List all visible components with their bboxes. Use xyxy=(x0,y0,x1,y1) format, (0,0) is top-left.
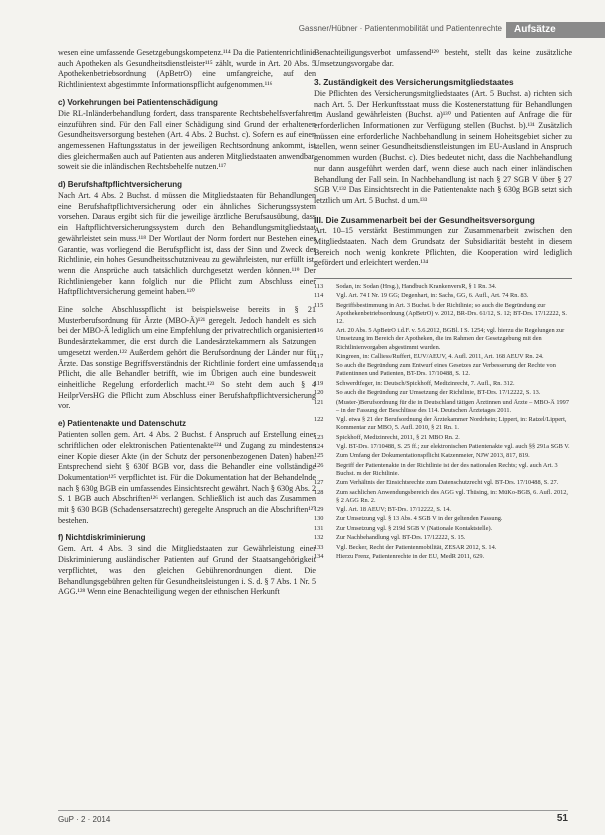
footnote-text: Hierzu Frenz, Patientenrechte in der EU, MedR 2011, 629. xyxy=(336,553,485,560)
footnote-number: 117 xyxy=(314,352,324,360)
page-footer xyxy=(58,810,568,825)
footnote xyxy=(314,544,572,552)
footnote-number: 134 xyxy=(314,553,324,560)
footnote xyxy=(314,283,572,291)
footnote-number: 119 xyxy=(314,379,324,387)
footnote xyxy=(314,353,572,361)
footnote-number: 114 xyxy=(314,292,324,300)
footnote-text: Begriffsbestimmung in Art. 3 Buchst. b der Richtlinie; so auch die Begründung zur Apothekenbetriebsordnung (ApBetrO) v. 2012, BR-Drs. 61/12, S. 12; BT-Drs. 17/12222, S. 12. xyxy=(336,301,567,325)
footnote-number: 124 xyxy=(314,442,324,450)
footnote-number: 123 xyxy=(314,433,324,441)
paragraph: Art. 10–15 verstärkt Bestimmungen zur Zusammenarbeit zwischen den Mitgliedstaaten. Nach dem Grundsatz der Subsidiarität besteht in diesem Bereich noch wenig konkrete Pflichten, die Kooperation wird lediglich gefördert und erleichtert werden.¹³⁴ xyxy=(314,226,572,268)
footnote-text: Zur Nachbehandlung vgl. BT-Drs. 17/12222, S. 15. xyxy=(336,534,466,542)
paragraph: Nach Art. 4 Abs. 2 Buchst. d müssen die Mitgliedstaaten für Behandlungen eine Berufshaftpflichtversicherung oder ein ähnliches Sicherungssystem vorsehen. Daraus ergibt sich für die jeweilige ärztliche Berufsausübung, dass ein Haftpflichtversicherungssystem durch den Behandlungsmitgliedstaat gewährleistet sein muss.¹¹⁸ Der Wortlaut der Norm fordert nur Bestehen einer Garantie, was vorliegend die Berufspflicht ist, dass der Sinn und Zweck der Richtlinie, ein hohes Gesundheitsschutzniveau zu gewährleisten, nur erfüllt ist, wenn die Ansprüche auch tatsächlich durchgesetzt werden können.¹¹⁹ Der Richtliniengeber kann folglich nur die Pflicht zum Abschluss einer Haftpflichtversicherung gemeint haben.¹²⁰ xyxy=(58,191,316,297)
footnote-number: 116 xyxy=(314,327,324,335)
footnote-text: Vgl. Becker, Recht der Patientenmobilität, ZESAR 2012, S. 14. xyxy=(336,543,497,551)
footnote xyxy=(314,515,572,523)
page-header xyxy=(0,22,605,40)
footnotes xyxy=(314,283,572,561)
paragraph: Die RL-Inländerbehandlung fordert, dass transparente Rechtsbehelfsverfahren einzuführen sind. Für den Fall einer Schädigung sind Grund der erhaltenen Gesundheitsversorgung bestehen (Art. 4 Abs. 2 Buchst. c). Sofern es auf einen angemessenen Haftungsstatus in der jeweiligen Rechtsordnung ankommt, ist dies gleichermaßen auch auf Patienten aus anderen Mitgliedstaaten anwendbar, soweit sie die inländischen Rechtsbehelfe nutzen.¹¹⁷ xyxy=(58,108,316,172)
footnote-text: Vgl. Art. 18 AEUV; BT-Drs. 17/12222, S. 14. xyxy=(336,506,451,514)
footnote-number: 118 xyxy=(314,362,324,370)
footnote-number: 122 xyxy=(314,416,324,424)
paragraph: wesen eine umfassende Gesetzgebungskompetenz.¹¹⁴ Da die Patientenrichtlinie auch Apotheken als Gesundheitsdienstleister¹¹⁵ zählt, wurde in Art. 20 Abs. 5 Apothekenbetriebsordnung (ApBetrO) eine umfangreiche, auf den Richtlinientext abgestimmte Informationspflicht aufgenommen.¹¹⁶ xyxy=(58,48,316,90)
footnote-text: Schwerdtfeger, in: Deutsch/Spickhoff, Medizinrecht, 7. Aufl., Rn. 312. xyxy=(336,379,515,387)
footnote-number: 125 xyxy=(314,452,324,460)
page-number: 51 xyxy=(556,813,568,824)
footnote xyxy=(314,534,572,542)
paragraph: Benachteiligungsverbot umfassend¹²⁹ besteht, stellt das keine zusätzliche Umsetzungsvorgabe dar. xyxy=(314,48,572,68)
footnote-text: (Muster-)Berufsordnung für die in Deutschland tätigen Ärztinnen und Ärzte – MBO-Ä 1997 – in der Fassung der Beschlüsse des 114. Deutschen Ärztetages 2011. xyxy=(336,398,569,414)
footnote xyxy=(314,462,572,478)
footnote-divider xyxy=(314,278,572,279)
footnote xyxy=(314,434,572,442)
footnote-text: Begriff der Patientenakte in der Richtlinie ist der des nationalen Rechts; vgl. auch Art. 3 Buchst. m der Richtlinie. xyxy=(336,461,558,477)
section-heading: f) Nichtdiskriminierung xyxy=(58,533,146,543)
footnote-number: 130 xyxy=(314,515,324,523)
footnote xyxy=(314,416,572,432)
left-column xyxy=(58,48,316,605)
footnote xyxy=(314,327,572,351)
footnote-text: Vgl. etwa § 21 der Berufsordnung der Ärztekammer Nordrhein; Lippert, in: Ratzel/Lippert, Kommentar zur MBO, 5. Aufl. 2010, § 21 Rn. 1. xyxy=(336,416,567,432)
footnote-number: 120 xyxy=(314,389,324,397)
section-tab: Aufsätze xyxy=(506,22,605,38)
footnote-text: Zur Umsetzung vgl. § 219d SGB V (Nationale Kontaktstelle). xyxy=(336,524,493,532)
section-heading: III. Die Zusammenarbeit bei der Gesundheitsversorgung xyxy=(314,214,535,225)
footnote-number: 128 xyxy=(314,488,324,496)
footnote xyxy=(314,292,572,300)
footnote xyxy=(314,452,572,460)
footnote-number: 129 xyxy=(314,506,324,514)
footnote xyxy=(314,489,572,505)
paragraph: Patienten sollen gem. Art. 4 Abs. 2 Buchst. f Anspruch auf Erstellung einer schriftlichen oder elektronischen Patientenakte¹²⁴ und Zugang zu mindestens einer Kopie dieser Akte (in der Schutz der personenbezogenen Daten) haben. Entsprechend sieht § 630f BGB vor, dass die Behandler eine vollständige Dokumentation¹²⁵ verpflichtet ist. Für die Dokumentation hat der Behandelnde nach § 630g BGB ein umfassendes Einsichtsrecht gewährt. Nach § 630g Abs. 2 S. 1 BGB auch Abschriften¹²⁶ verlangen. Schließlich ist auch das Zusammen mit § 630 BGB (Schadensersatzrecht) geregelte Anspruch an die Abschriften¹²⁷ bestehen. xyxy=(58,430,316,525)
paragraph: Gem. Art. 4 Abs. 3 sind die Mitgliedstaaten zur Gewährleistung einer Diskriminierung ausländischer Patienten auf Grund der Staatsangehörigkeit verpflichtet, was den gleichen Gebührenordnungen dient. Die Behandlungsgebühren gelten für Gesundheitsleistungen i. S. d. § 7 Abs. 1 Nr. 5 AGG.¹²⁸ Wenn eine Benachteiligung wegen der ethnischen Herkunft xyxy=(58,544,316,597)
footnote-number: 121 xyxy=(314,398,324,406)
footnote-number: 115 xyxy=(314,301,324,309)
footnote-text: So auch die Begründung zur Umsetzung der Richtlinie, BT-Drs. 17/12222, S. 13. xyxy=(336,389,541,397)
footnote-number: 133 xyxy=(314,543,324,551)
footnote-number: 132 xyxy=(314,534,324,542)
footnote xyxy=(314,525,572,533)
footnote-text: Spickhoff, Medizinrecht, 2011, § 21 MBO Rn. 2. xyxy=(336,433,460,441)
footnote-text: Zum Umfang der Dokumentationspflicht Katzenmeier, NJW 2013, 817, 819. xyxy=(336,452,530,460)
footnote xyxy=(314,389,572,397)
right-column xyxy=(314,48,572,562)
footnote xyxy=(314,506,572,514)
footnote-text: Zum sachlichen Anwendungsbereich des AGG vgl. Thüsing, in: MüKo-BGB, 6. Aufl. 2012, § 2 AGG Rn. 2. xyxy=(336,488,568,504)
journal-issue: GuP · 2 · 2014 xyxy=(58,815,111,824)
section-heading: c) Vorkehrungen bei Patientenschädigung xyxy=(58,97,218,107)
running-title: Gassner/Hübner · Patientenmobilität und Patientenrechte xyxy=(298,24,502,33)
paragraph: Die Pflichten des Versicherungsmitgliedstaates (Art. 5 Buchst. a) richten sich nach Art. 5. Der Herkunftsstaat muss die Kostenerstattung für Behandlungen im Ausland gewährleisten (Buchst. a)¹³⁰ und Patienten auf Anfrage die für erforderlichen Informationen zur Verfügung stellen (Buchst. b).¹³¹ Zusätzlich müssen eine erforderliche Nachbehandlung in seinem Hoheitsgebiet sicher zu stellen, wenn seiner Gesundheitsdienstleistungen im EU-Ausland in Anspruch genommen wurden (Buchst. c). Dies bedeutet nicht, dass die Nachbehandlung nur dann ausgeführt werden darf, wenn diese auch nach einer inländischen Behandlung der Fall sein. In Nachbehandlung ist nach § 27 SGB V über § 27 SGB V.¹³² Das Einsichtsrecht in die Patientenakte nach § 630g BGB setzt sich letztlich um Art. 5 Buchst. d um.¹³³ xyxy=(314,88,572,205)
footnote xyxy=(314,380,572,388)
footnote-text: Zum Verhältnis der Einsichtsrechte zum Datenschutzrecht vgl. BT-Drs. 17/10488, S. 27. xyxy=(336,479,559,487)
footnote xyxy=(314,302,572,326)
section-heading: e) Patientenakte und Datenschutz xyxy=(58,419,187,429)
footnote-text: So auch die Begründung zum Entwurf eines Gesetzes zur Verbesserung der Rechte von Patientinnen und Patienten, BT-Drs. 17/10488, S. 12. xyxy=(336,362,556,378)
footnote xyxy=(314,443,572,451)
footnote-text: Kingreen, in: Calliess/Ruffert, EUV/AEUV, 4. Aufl. 2011, Art. 168 AEUV Rn. 24. xyxy=(336,352,544,360)
footnote-number: 113 xyxy=(314,282,324,290)
footnote-text: Vgl. Art. 74 I Nr. 19 GG; Degenhart, in: Sachs, GG, 6. Aufl., Art. 74 Rn. 83. xyxy=(336,292,529,300)
footnote-text: Vgl. BT-Drs. 17/10488, S. 25 ff.; zur elektronischen Patientenakte vgl. auch §§ 291a SGB V. xyxy=(336,442,570,450)
footnote-text: Sodan, in: Sodan (Hrsg.), Handbuch KrankenversR, § 1 Rn. 34. xyxy=(336,282,497,290)
paragraph: Eine solche Abschlusspflicht ist beispielsweise bereits in § 21 Musterberufsordnung für Ärzte (MBO-Ä)¹²¹ geregelt. Jedoch handelt es sich bei der MBO-Ä lediglich um eine Empfehlung der privatrechtlich organisierten Bundesärztekammer, die erst durch die Landesärztekammern als Satzungen umgesetzt werden.¹²² Außerdem gehört die Berufsordnung der Länder nur für Ärzte. Das sonstige Begriffsverständnis der Richtlinie fordert eine umfassende Pflicht, die alle Behandler betrifft, wie im Übrigen auch eine bundesweit einheitliche Regelung erforderlich macht.¹²³ So steht dem auch § 4 HeilprVersHG die Pflicht zum Abschluss einer Berufshaftpflichtversicherung vor. xyxy=(58,305,316,411)
footnote-number: 126 xyxy=(314,461,324,469)
footnote-number: 131 xyxy=(314,524,324,532)
section-heading: 3. Zuständigkeit des Versicherungsmitgliedstaates xyxy=(314,77,514,88)
footnote-text: Art. 20 Abs. 5 ApBetrO i.d.F. v. 5.6.2012, BGBl. I S. 1254; vgl. hierzu die Regelungen zur Umsetzung im Bereich der Apotheken, die im Rahmen der Gesetzgebung mit den Richtlinienvorgaben abgestimmt wurden. xyxy=(336,327,565,351)
footnote xyxy=(314,553,572,561)
footnote xyxy=(314,362,572,378)
footnote xyxy=(314,399,572,415)
footnote-number: 127 xyxy=(314,479,324,487)
footnote xyxy=(314,479,572,487)
footnote-text: Zur Umsetzung vgl. § 13 Abs. 4 SGB V in der geltenden Fassung. xyxy=(336,515,503,523)
section-heading: d) Berufshaftpflichtversicherung xyxy=(58,180,183,190)
